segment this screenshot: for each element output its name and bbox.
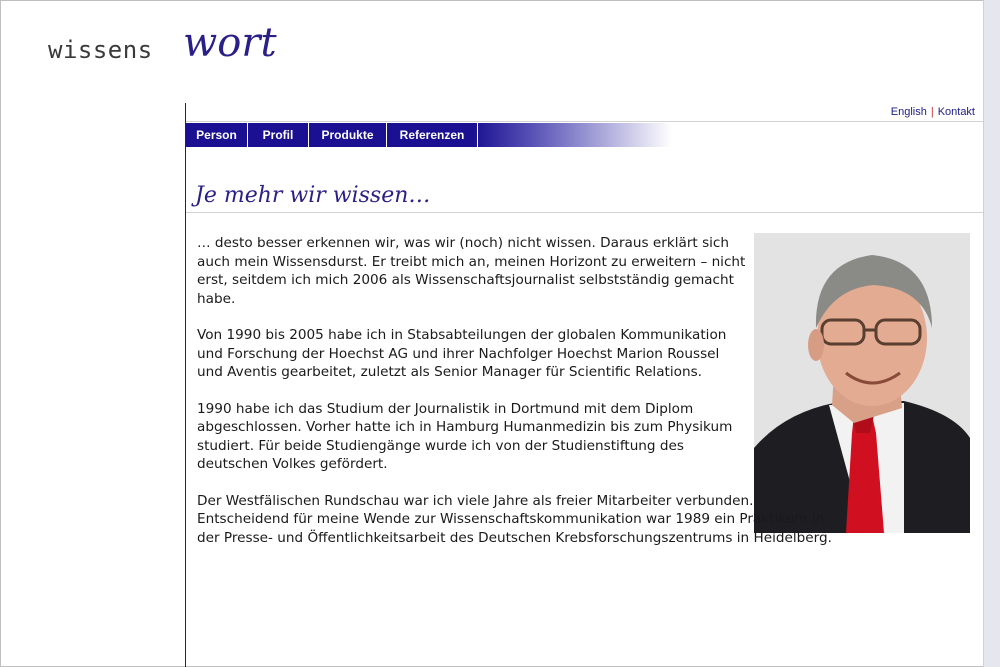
header-divider <box>186 121 983 122</box>
scrollbar-gutter[interactable] <box>983 0 1000 667</box>
nav-item-produkte[interactable]: Produkte <box>309 123 387 147</box>
paragraph: Der Westfälischen Rundschau war ich viele Jahre als freier Mitarbeiter verbunden. Entscheidend für meine Wende zur Wissenschaftskommunikation war 1989 ein Praktikum in der Presse- und Öffentlichkeitsarbeit des Deutschen Krebsforschungszentrums in Heidelberg. <box>197 492 832 546</box>
english-link[interactable]: English <box>890 106 927 118</box>
paragraph: Von 1990 bis 2005 habe ich in Stabsabteilungen der globalen Kommunikation und Forschung der Hoechst AG und ihrer Nachfolger Hoechst Marion Roussel und Aventis gearbeitet, zuletzt als Senior Manager für Scientific Relations. <box>197 327 727 380</box>
title-divider <box>186 212 983 213</box>
main-navigation <box>186 123 672 147</box>
paragraph: 1990 habe ich das Studium der Journalistik in Dortmund mit dem Diplom abgeschlossen. Vorher hatte ich in Hamburg Humanmedizin bis zum Physikum studiert. Für beide Studiengänge wurde ich von der Studienstiftung des deutschen Volkes gefördert. <box>197 400 733 472</box>
utility-separator: | <box>930 106 934 118</box>
logo-text-plain: wissens <box>48 36 153 64</box>
nav-item-profil[interactable]: Profil <box>248 123 309 147</box>
utility-links <box>891 106 975 118</box>
main-content <box>197 234 837 565</box>
paragraph: … desto besser erkennen wir, was wir (noch) nicht wissen. Daraus erklärt sich auch mein Wissensdurst. Er treibt mich an, meinen Horizont zu erweitern – nicht erst, seitdem ich mich 2006 als Wissenschaftsjournalist selbstständig gemacht habe. <box>197 235 746 307</box>
kontakt-link[interactable]: Kontakt <box>937 106 975 118</box>
nav-item-referenzen[interactable]: Referenzen <box>387 123 478 147</box>
page-title: Je mehr wir wissen… <box>195 183 431 208</box>
site-logo[interactable] <box>48 20 288 86</box>
nav-item-person[interactable]: Person <box>186 123 248 147</box>
logo-text-script: wort <box>183 20 277 66</box>
content-left-border <box>185 103 186 667</box>
